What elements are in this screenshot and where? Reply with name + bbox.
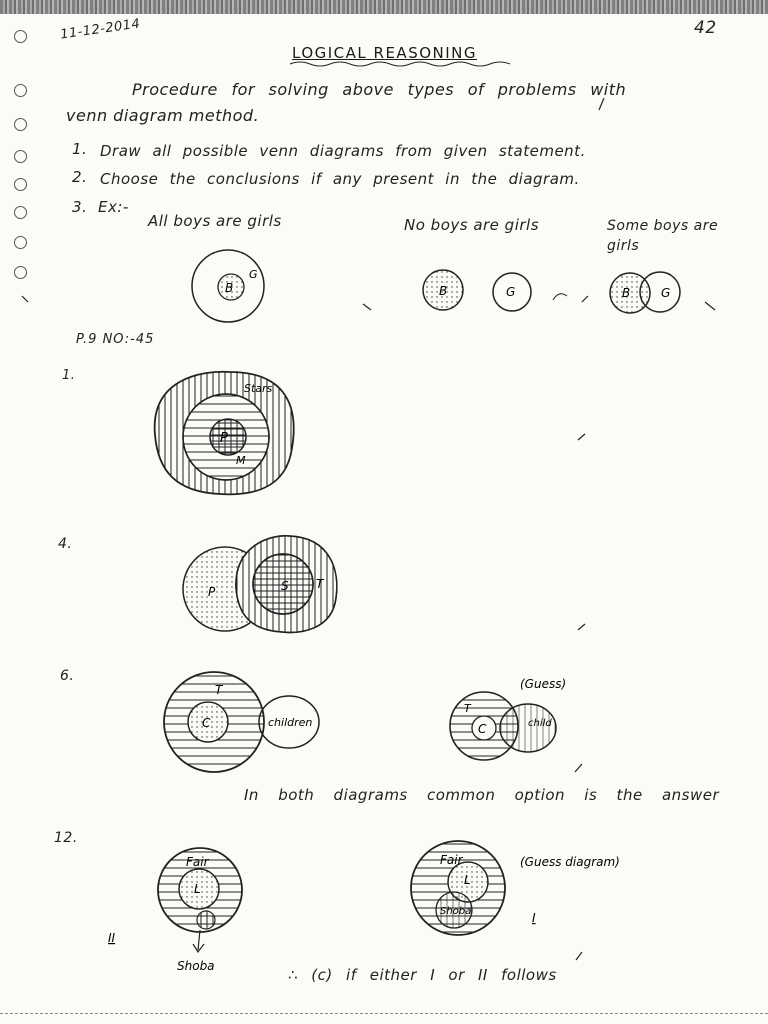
page-number: 42 — [694, 18, 717, 38]
label-L: L — [464, 873, 471, 887]
label-C: C — [478, 722, 487, 736]
page-title: LOGICAL REASONING — [292, 44, 478, 62]
label-B: B — [622, 286, 631, 300]
label-M: M — [236, 454, 246, 467]
question-number: 6. — [60, 668, 75, 684]
venn-q4 — [183, 536, 337, 633]
label-B: B — [225, 281, 234, 295]
venn-q6-guess — [450, 677, 566, 760]
question-number: 12. — [54, 830, 78, 846]
step-number: 1. — [72, 140, 88, 158]
label-S: S — [281, 579, 289, 593]
label-G: G — [661, 286, 671, 300]
label-G: G — [506, 285, 516, 299]
label-P: P — [220, 431, 228, 446]
intro-line-2: venn diagram method. — [66, 106, 260, 125]
label-guess-diagram: (Guess diagram) — [520, 855, 620, 869]
example-statement: No boys are girls — [404, 216, 540, 234]
step-number: 2. — [72, 168, 88, 186]
label-guess: (Guess) — [520, 677, 567, 691]
label-shoba: Shoba — [440, 906, 472, 917]
label-G: G — [249, 268, 258, 281]
label-shoba: Shoba — [177, 959, 215, 973]
label-T: T — [215, 683, 223, 697]
label-II: II — [108, 931, 116, 945]
scan-bottom-edge — [0, 1013, 768, 1014]
label-I: I — [532, 911, 536, 925]
venn-q6-main — [164, 672, 319, 772]
question-number: 4. — [58, 536, 73, 552]
intro-line-1: Procedure for solving above types of problems with — [132, 80, 627, 99]
label-T: T — [464, 702, 471, 715]
label-P: P — [208, 585, 216, 599]
title-underline — [290, 62, 510, 66]
label-B: B — [439, 284, 448, 298]
question-number: 1. — [62, 368, 76, 383]
label-L: L — [194, 882, 201, 896]
example-statement: Some boys are girls — [607, 218, 719, 254]
label-children: children — [268, 716, 313, 729]
q6-note: In both diagrams common option is the answer — [244, 786, 720, 804]
date: 11-12-2014 — [59, 16, 142, 43]
label-C: C — [202, 716, 211, 730]
step-text: Choose the conclusions if any present in the diagram. — [100, 170, 580, 188]
venn-q12-main — [108, 848, 242, 973]
venn-some-boys-girls — [610, 272, 680, 313]
label-fair: Fair — [186, 855, 209, 869]
q12-conclusion: ∴ (c) if either I or II follows — [288, 966, 557, 984]
example-statement: All boys are girls — [148, 212, 282, 230]
label-T: T — [316, 577, 324, 591]
venn-q12-guess — [411, 841, 620, 935]
tick-marks — [22, 98, 715, 960]
step-number: 3. — [72, 198, 88, 216]
reference: P.9 NO:-45 — [76, 332, 155, 347]
venn-all-boys-girls — [192, 250, 264, 322]
venn-q1 — [155, 372, 294, 495]
label-child: child — [528, 718, 552, 729]
step-text: Ex:- — [98, 198, 129, 216]
venn-no-boys-girls — [423, 270, 567, 311]
label-stars: Stars — [244, 382, 273, 395]
step-text: Draw all possible venn diagrams from given statement. — [100, 142, 586, 160]
label-fair: Fair — [440, 853, 463, 867]
